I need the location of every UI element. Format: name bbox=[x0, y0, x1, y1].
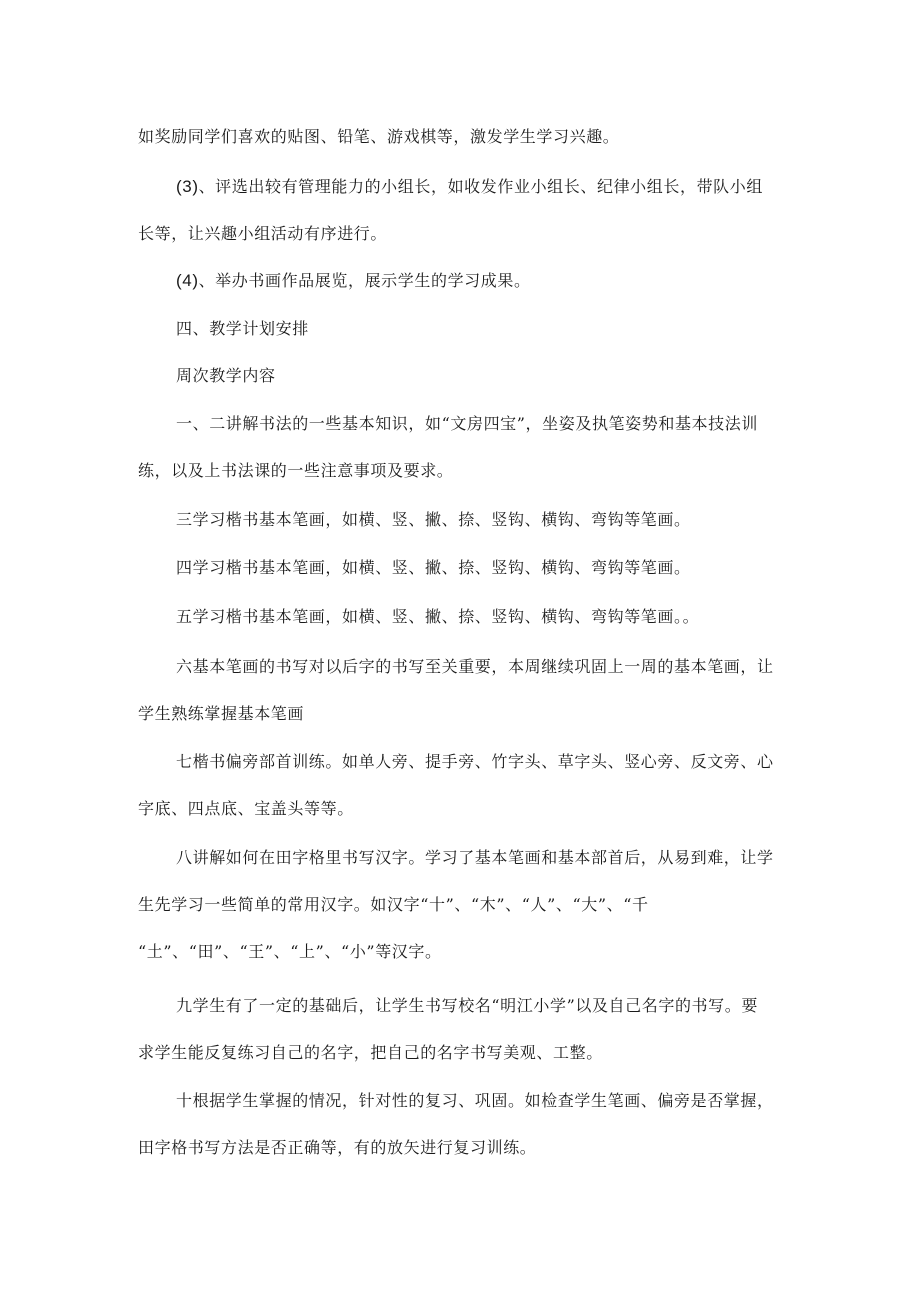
text-line: 如奖励同学们喜欢的贴图、铅笔、游戏棋等，激发学生学习兴趣。 bbox=[138, 127, 620, 146]
list-number: (3) bbox=[176, 177, 199, 196]
paragraph-item-3 bbox=[138, 163, 798, 257]
text-line: 九学生有了一定的基础后，让学生书写校名“明江小学”以及自己名字的书写。要 bbox=[176, 996, 758, 1015]
schedule-week-9 bbox=[138, 982, 798, 1076]
paragraph-reward-continuation bbox=[138, 113, 798, 160]
text-line: 练，以及上书法课的一些注意事项及要求。 bbox=[138, 461, 454, 480]
text-line: 求学生能反复练习自己的名字，把自己的名字书写美观、工整。 bbox=[138, 1043, 603, 1062]
text-segment: 、评选出较有管理能力的小组长，如收发作业小组长、纪律小组长，带队小组 bbox=[198, 177, 763, 196]
text-line: 四学习楷书基本笔画，如横、竖、撇、捺、竖钩、横钩、弯钩等笔画。 bbox=[176, 558, 691, 577]
section-heading bbox=[138, 305, 798, 352]
schedule-week-8 bbox=[138, 834, 798, 975]
text-line: 四、教学计划安排 bbox=[176, 319, 309, 338]
schedule-week-3 bbox=[138, 496, 798, 543]
text-line: 生先学习一些简单的常用汉字。如汉字“十”、“木”、“人”、“大”、“千 bbox=[138, 895, 649, 914]
schedule-header bbox=[138, 352, 798, 399]
text-line: 八讲解如何在田字格里书写汉字。学习了基本笔画和基本部首后，从易到难，让学 bbox=[176, 848, 774, 867]
schedule-week-4 bbox=[138, 544, 798, 591]
paragraph-item-4 bbox=[138, 257, 798, 304]
schedule-week-10 bbox=[138, 1077, 798, 1171]
schedule-weeks-1-2 bbox=[138, 400, 798, 494]
text-line: 学生熟练掌握基本笔画 bbox=[138, 704, 305, 723]
text-segment: 、举办书画作品展览，展示学生的学习成果。 bbox=[198, 271, 531, 290]
text-line bbox=[138, 163, 798, 210]
text-line: 周次教学内容 bbox=[176, 366, 276, 385]
text-line: 田字格书写方法是否正确等，有的放矢进行复习训练。 bbox=[138, 1138, 537, 1157]
text-line: 字底、四点底、宝盖头等等。 bbox=[138, 799, 354, 818]
text-line bbox=[138, 257, 798, 304]
text-line: 长等，让兴趣小组活动有序进行。 bbox=[138, 224, 388, 243]
schedule-week-6 bbox=[138, 643, 798, 737]
text-line: 三学习楷书基本笔画，如横、竖、撇、捺、竖钩、横钩、弯钩等笔画。 bbox=[176, 510, 691, 529]
text-line: 六基本笔画的书写对以后字的书写至关重要，本周继续巩固上一周的基本笔画，让 bbox=[176, 657, 774, 676]
text-line: 一、二讲解书法的一些基本知识，如“文房四宝”，坐姿及执笔姿势和基本技法训 bbox=[176, 414, 758, 433]
text-line: 七楷书偏旁部首训练。如单人旁、提手旁、竹字头、草字头、竖心旁、反文旁、心 bbox=[176, 752, 774, 771]
list-number: (4) bbox=[176, 271, 199, 290]
text-line: 五学习楷书基本笔画，如横、竖、撇、捺、竖钩、横钩、弯钩等笔画。。 bbox=[176, 607, 700, 626]
schedule-week-5 bbox=[138, 593, 798, 640]
schedule-week-7 bbox=[138, 738, 798, 832]
text-line: “土”、“田”、“王”、“上”、“小”等汉字。 bbox=[138, 942, 442, 961]
text-line: 十根据学生掌握的情况，针对性的复习、巩固。如检查学生笔画、偏旁是否掌握， bbox=[176, 1091, 774, 1110]
